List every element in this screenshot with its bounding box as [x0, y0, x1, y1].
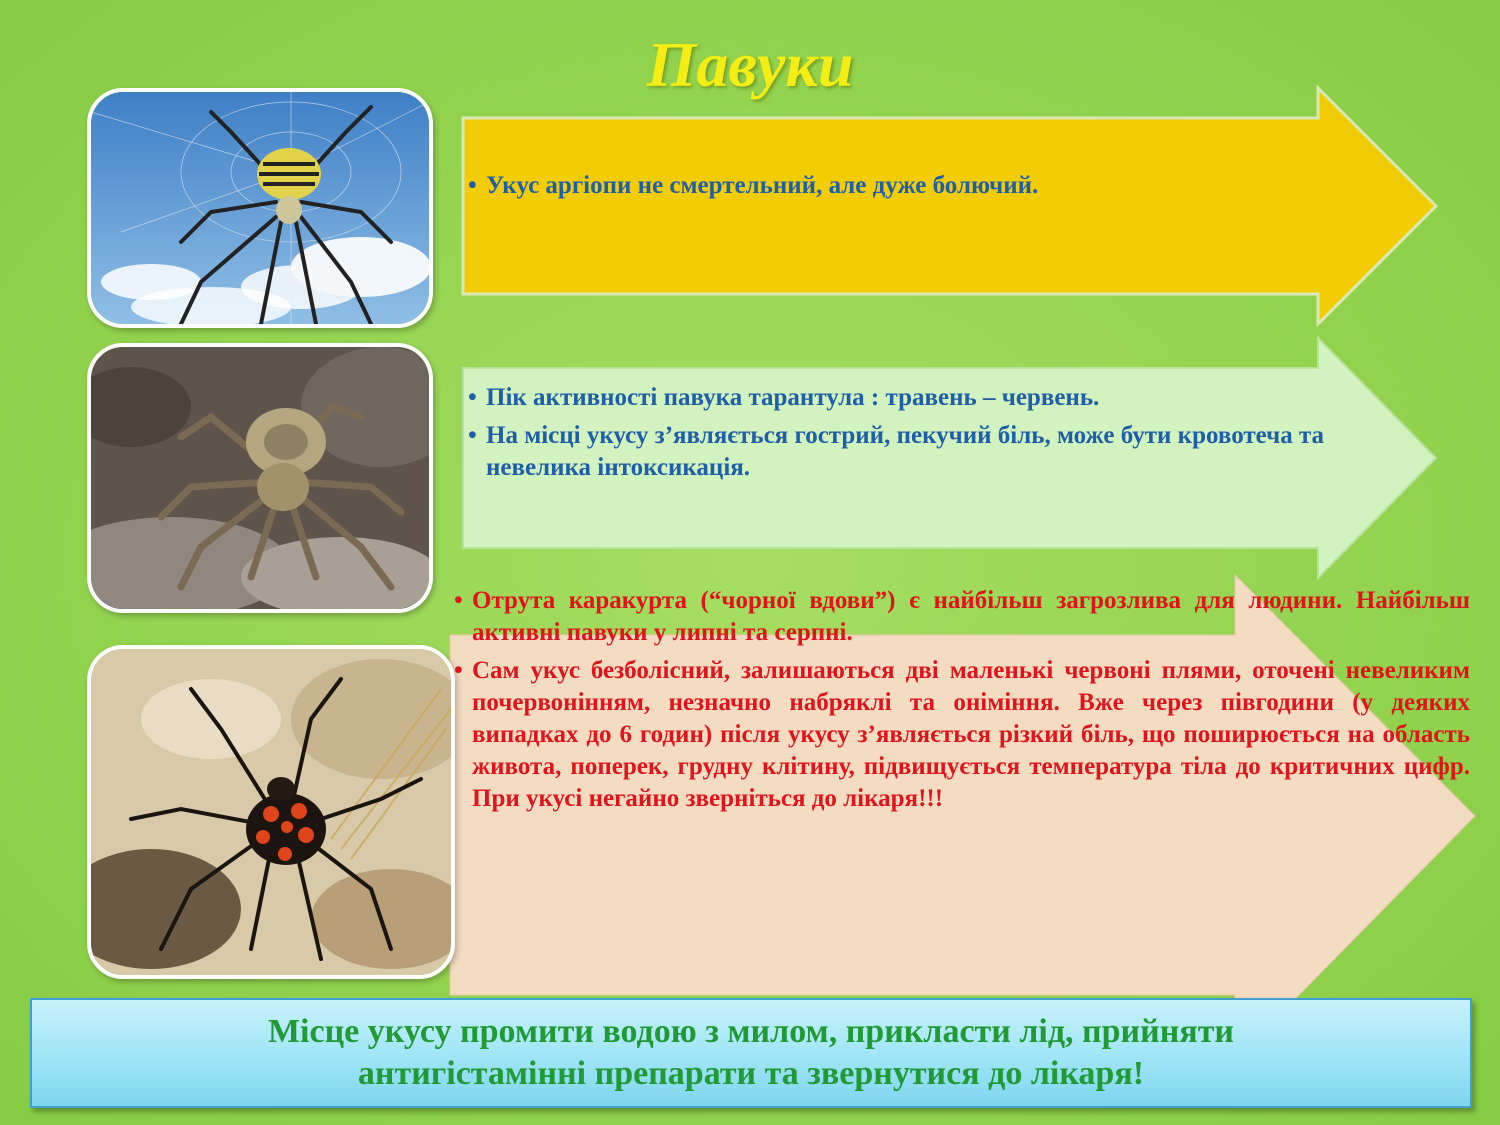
argiope-text	[464, 170, 1324, 202]
black-widow-spider-icon	[91, 649, 451, 975]
bullet-item: • Укус аргіопи не смертельний, але дуже болючий.	[464, 170, 1324, 202]
first-aid-text: Місце укусу промити водою з милом, прикласти лід, прийняти антигістамінні препарати та звернутися до лікаря!	[267, 1013, 1235, 1092]
bullet-item: • Отрута каракурта (“чорної вдови”) є найбільш загрозлива для людини. Найбільш активні павуки у липні та серпні.	[450, 585, 1470, 649]
tarantula-text	[464, 382, 1354, 490]
black-widow-photo	[87, 645, 455, 979]
argiope-photo	[87, 88, 433, 328]
tarantula-photo	[87, 343, 433, 613]
bullet-item: • Сам укус безболісний, залишаються дві маленькі червоні плями, оточені невеликим почервонінням, незначно набряклі та оніміння. Вже через півгодини (у деяких випадках до 6 годин) після укусу з’являється різкий біль, що поширюється на область живота, поперек, грудну клітину, підвищується температура тіла до критичних цифр. При укусі негайно зверніться до лікаря!!!	[450, 655, 1470, 815]
bullet-item: • Пік активності павука тарантула : травень – червень.	[464, 382, 1354, 414]
first-aid-box	[30, 998, 1472, 1108]
argiope-spider-icon	[91, 92, 429, 324]
page-title: Павуки	[646, 29, 854, 100]
black-widow-text	[450, 585, 1470, 821]
tarantula-spider-icon	[91, 347, 429, 609]
arrow-1	[463, 88, 1436, 324]
bullet-item: • На місці укусу з’являється гострий, пекучий біль, може бути кровотеча та невелика інтоксикація.	[464, 420, 1354, 484]
